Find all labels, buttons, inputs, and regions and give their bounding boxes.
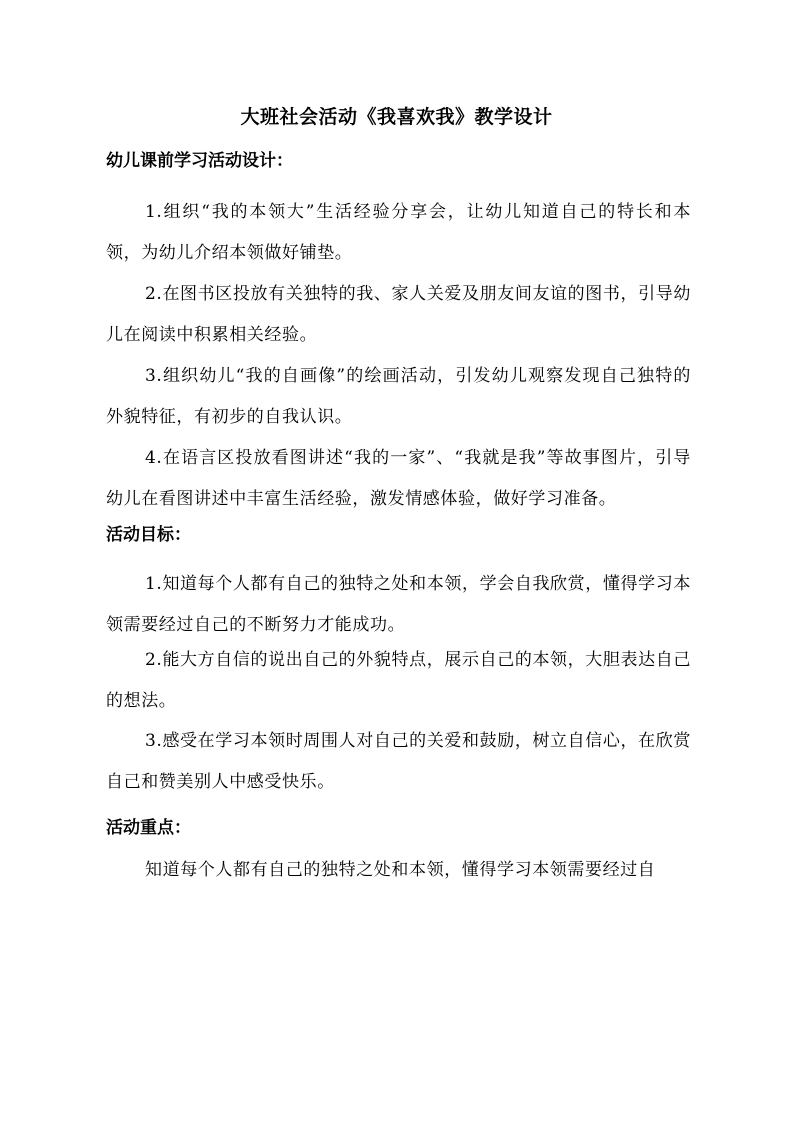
document-title: 大班社会活动《我喜欢我》教学设计	[240, 106, 553, 128]
pre-class-item-1: 1.组织“我的本领大”生活经验分享会，让幼儿知道自己的特长和本领，为幼儿介绍本领做好铺垫。	[106, 202, 691, 263]
section-heading-key-points: 活动重点：	[106, 818, 191, 838]
goal-item-1: 1.知道每个人都有自己的独特之处和本领，学会自我欣赏，懂得学习本领需要经过自己的不断努力才能成功。	[106, 574, 691, 635]
section-heading-pre-class: 幼儿课前学习活动设计：	[106, 151, 293, 171]
key-point-item-1: 知道每个人都有自己的独特之处和本领，懂得学习本领需要经过自	[145, 860, 656, 880]
pre-class-item-2: 2.在图书区投放有关独特的我、家人关爱及朋友间友谊的图书，引导幼儿在阅读中积累相关经验。	[106, 284, 691, 345]
pre-class-item-4: 4.在语言区投放看图讲述“我的一家”、“我就是我”等故事图片，引导幼儿在看图讲述中丰富生活经验，激发情感体验，做好学习准备。	[106, 448, 691, 509]
goal-item-2: 2.能大方自信的说出自己的外貌特点，展示自己的本领，大胆表达自己的想法。	[106, 650, 691, 711]
goal-item-3: 3.感受在学习本领时周围人对自己的关爱和鼓励，树立自信心，在欣赏自己和赞美别人中感受快乐。	[106, 731, 691, 792]
pre-class-item-3: 3.组织幼儿“我的自画像”的绘画活动，引发幼儿观察发现自己独特的外貌特征，有初步的自我认识。	[106, 366, 691, 427]
section-heading-goals: 活动目标：	[106, 525, 191, 545]
